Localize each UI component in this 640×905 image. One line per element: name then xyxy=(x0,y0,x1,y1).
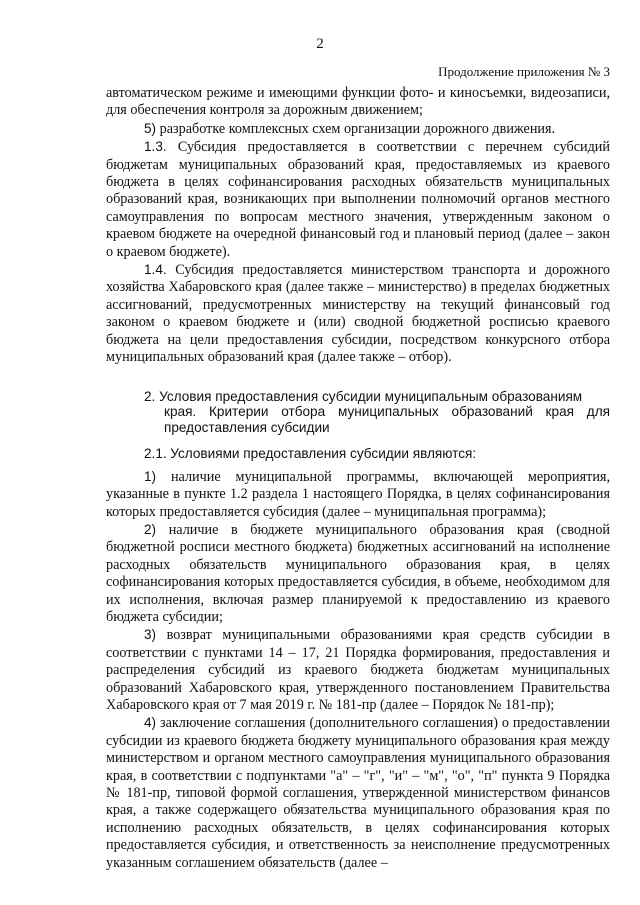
item-number: 5) xyxy=(144,120,157,136)
paragraph-text: Субсидия предоставляется в соответствии с перечнем субсидий бюджетам муниципальных образований края, предоставляемых из краевого бюджета в целях софинансирования расходных обязательств муниципальных образований края, возникающих при выполнении полномочий органов местного самоуправления по вопросам местного значения, утвержденным законом о краевом бюджете на очередной финансовый год и плановый период (далее – закон о краевом бюджете). xyxy=(106,139,610,260)
paragraph-text: автоматическом режиме и имеющими функции фото- и киносъемки, видеозаписи, для обеспечения контроля за дорожным движением; xyxy=(106,85,610,119)
paragraph-1-4 xyxy=(106,261,610,366)
item-number: 3) xyxy=(144,627,157,643)
paragraph-1-2-item-5 xyxy=(106,120,610,138)
item-number: 2) xyxy=(144,521,157,537)
condition-item-4 xyxy=(106,714,610,872)
section-2-heading-rest: края. Критерии отбора муниципальных образований края для предоставления субсидии xyxy=(164,404,610,435)
item-number: 1.3. xyxy=(144,139,167,155)
page-number: 2 xyxy=(316,36,324,52)
paragraph-text: разработке комплексных схем организации дорожного движения. xyxy=(159,120,556,137)
document-body xyxy=(106,85,610,872)
paragraph-continued xyxy=(106,85,610,120)
item-number: 1) xyxy=(144,468,157,484)
paragraph-2-1 xyxy=(106,445,610,463)
condition-item-2 xyxy=(106,521,610,626)
paragraph-text: наличие муниципальной программы, включающей мероприятия, указанные в пункте 1.2 раздела 1 настоящего Порядка, в целях софинансирования которых предоставляется субсидия (далее – муниципальная программа); xyxy=(106,468,611,520)
appendix-continuation-label: Продолжение приложения № 3 xyxy=(438,64,610,79)
condition-item-3 xyxy=(106,626,610,714)
paragraph-text: Субсидия предоставляется министерством транспорта и дорожного хозяйства Хабаровского края (далее также – министерство) в пределах бюджетных ассигнований, предусмотренных министерству на текущий финансовый год законом о краевом бюджете и (или) сводной бюджетной росписью краевого бюджета на цели предоставления субсидии, посредством конкурсного отбора муниципальных образований края (далее также – отбор). xyxy=(106,262,610,366)
paragraph-text: наличие в бюджете муниципального образования края (сводной бюджетной росписи местного бюджета) бюджетных ассигнований на исполнение расходных обязательств муниципального образования края, в целях софинансирования которых предоставляется субсидия, в объеме, необходимом для их исполнения, включая размер планируемой к предоставлению из краевого бюджета субсидии; xyxy=(106,521,611,625)
section-2-heading xyxy=(106,389,610,436)
paragraph-text: Условиями предоставления субсидии являются: xyxy=(170,446,477,462)
item-number: 4) xyxy=(144,715,157,731)
item-number: 2.1. xyxy=(144,446,167,462)
condition-item-1 xyxy=(106,468,610,521)
paragraph-1-3 xyxy=(106,138,610,261)
item-number: 1.4. xyxy=(144,262,167,278)
paragraph-text: возврат муниципальными образованиями края средств субсидии в соответствии с пунктами 14 – 17, 21 Порядка формирования, предоставления и распределения субсидий из краевого бюджета бюджетам муниципальных образований Хабаровского края, утвержденного постановлением Правительства Хабаровского края от 7 мая 2019 г. № 181-пр (далее – Порядок № 181-пр); xyxy=(106,627,610,713)
section-2-heading-line1: 2. Условия предоставления субсидии муниципальным образованиям xyxy=(144,388,583,404)
paragraph-text: заключение соглашения (дополнительного соглашения) о предоставлении субсидии из краевого бюджета бюджету муниципального образования края между министерством и органом местного самоуправления муниципального образования края, в соответствии с подпунктами "а" – "г", "и" – "м", "о", "п" пункта 9 Порядка № 181-пр, типовой формой соглашения, утвержденной министерством финансов края, а также содержащего обязательства муниципального образования края по исполнению расходных обязательств, в целях софинансирования которых предоставляется субсидия, и ответственность за неисполнение предусмотренных указанным соглашением обязательств (далее – xyxy=(106,715,611,871)
